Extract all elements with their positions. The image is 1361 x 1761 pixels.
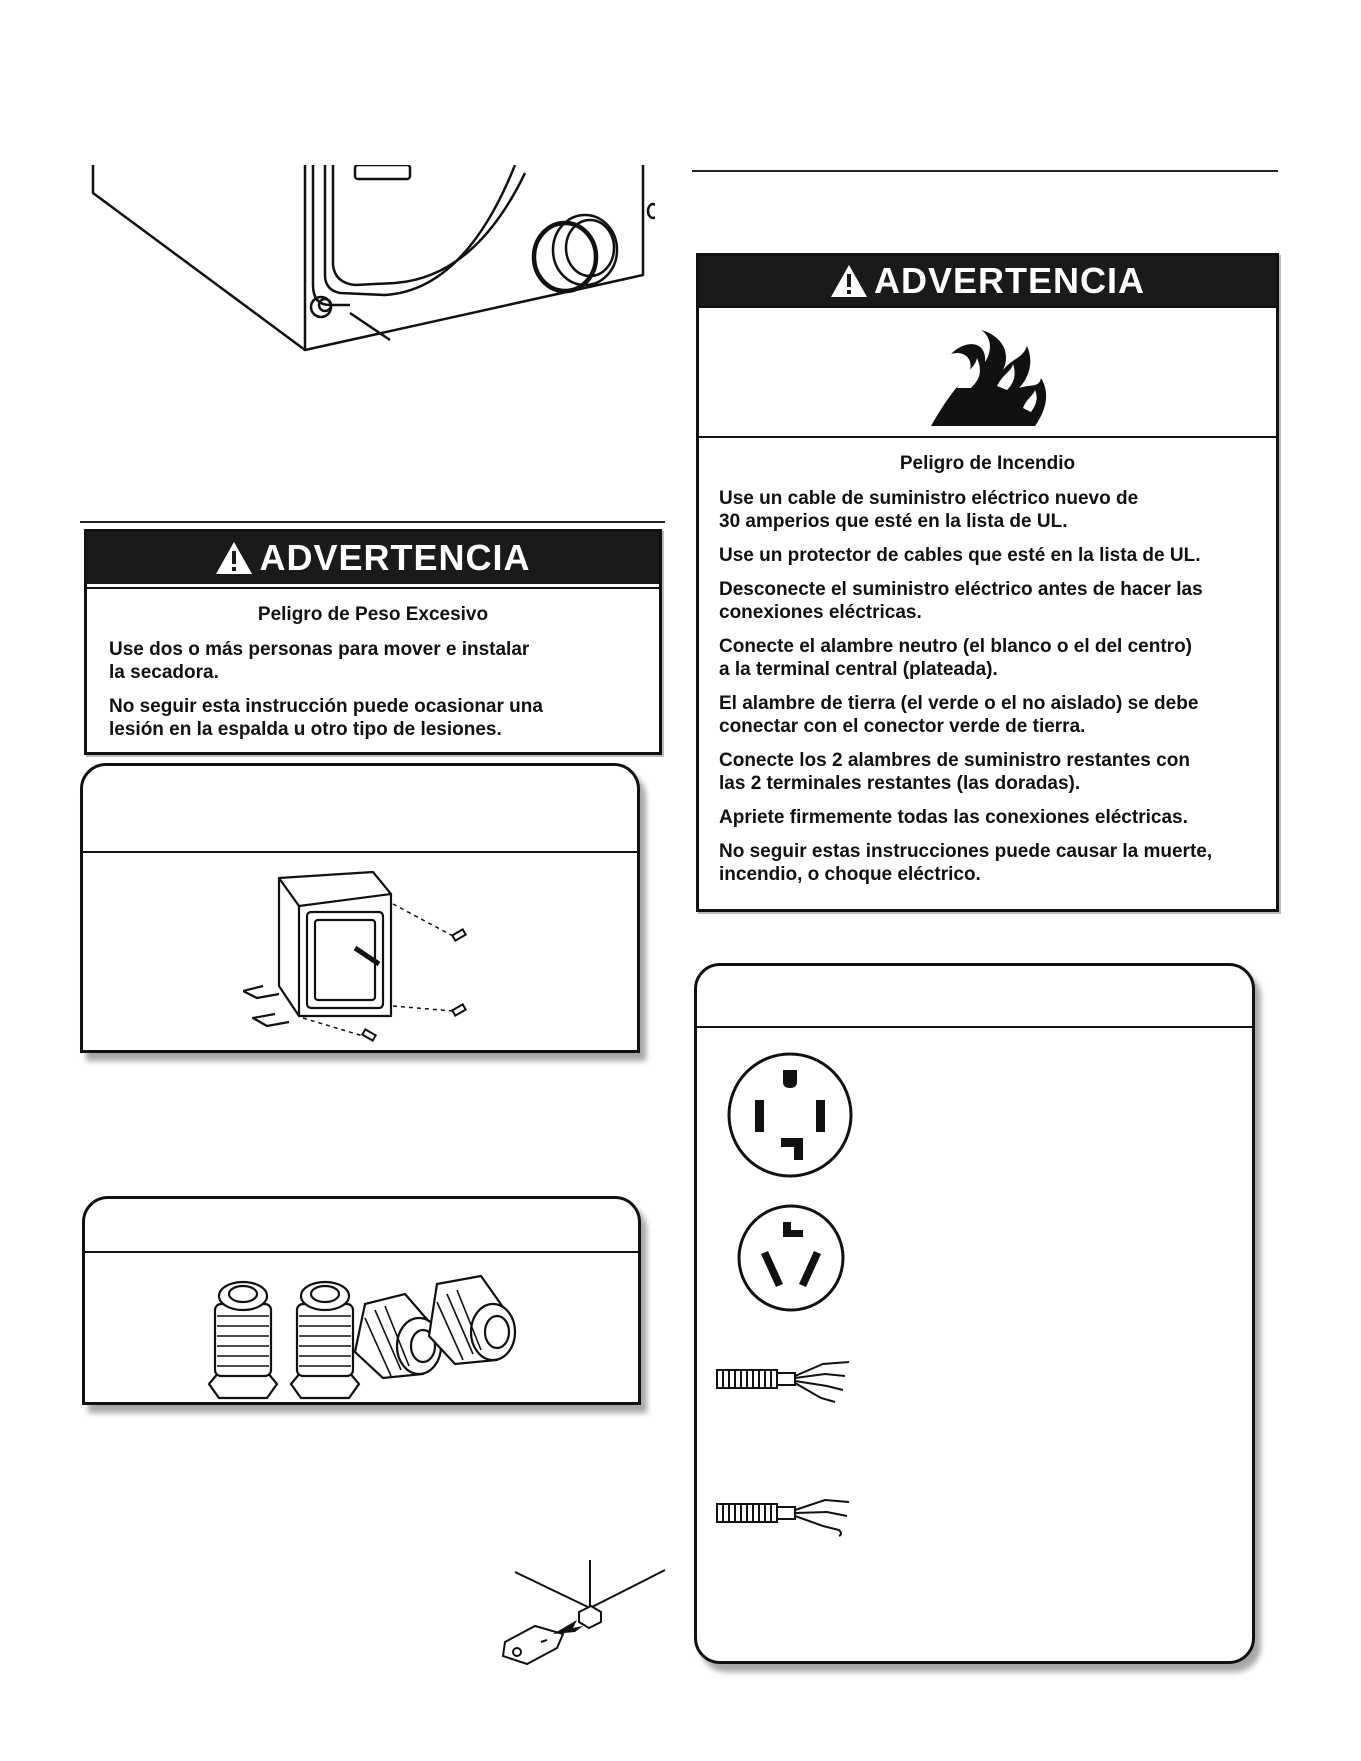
leveling-legs-panel-header bbox=[85, 1199, 638, 1253]
warning-fire-box bbox=[696, 253, 1279, 912]
four-prong-outlet-icon bbox=[725, 1050, 855, 1180]
terminal-cover-panel bbox=[80, 763, 640, 1053]
dryer-corner-illustration bbox=[85, 165, 655, 355]
warning-fire-header bbox=[699, 256, 1276, 306]
terminal-cover-illustration bbox=[243, 866, 543, 1046]
three-wire-cord-icon bbox=[715, 1490, 855, 1540]
warning-triangle-icon bbox=[830, 264, 868, 298]
warning-weight-line: No seguir esta instrucción puede ocasionar una lesión en la espalda u otro tipo de lesiones. bbox=[109, 696, 543, 740]
three-prong-outlet-icon bbox=[735, 1202, 847, 1314]
warning-fire-line: No seguir estas instrucciones puede causar la muerte, incendio, o choque eléctrico. bbox=[719, 841, 1213, 885]
leveling-legs-panel bbox=[82, 1196, 641, 1405]
warning-fire-hazard: Peligro de Incendio bbox=[899, 453, 1076, 474]
terminal-cover-panel-header bbox=[83, 766, 637, 853]
warning-weight-title: ADVERTENCIA bbox=[259, 537, 531, 578]
warning-fire-line: El alambre de tierra (el verde o el no aislado) se debe conectar con el conector verde de tierra. bbox=[719, 693, 1199, 737]
leveling-legs-illustration bbox=[205, 1274, 525, 1402]
section-rule-left bbox=[80, 521, 665, 523]
section-rule-top-right bbox=[692, 170, 1278, 172]
warning-weight-header bbox=[87, 532, 659, 584]
warning-fire-line: Conecte el alambre neutro (el blanco o el del centro) a la terminal central (plateada). bbox=[719, 636, 1192, 680]
outlet-types-panel bbox=[694, 963, 1255, 1664]
four-wire-cord-icon bbox=[715, 1356, 855, 1406]
warning-weight-box bbox=[84, 529, 662, 755]
warning-weight-hazard: Peligro de Peso Excesivo bbox=[257, 604, 489, 625]
warning-fire-line: Apriete firmemente todas las conexiones eléctricas. bbox=[719, 807, 1188, 828]
fire-symbol-area bbox=[699, 306, 1276, 438]
warning-fire-line: Use un cable de suministro eléctrico nuevo de 30 amperios que esté en la lista de UL. bbox=[719, 488, 1139, 532]
anti-tip-bracket-illustration bbox=[495, 1560, 670, 1670]
warning-fire-line: Desconecte el suministro eléctrico antes de hacer las conexiones eléctricas. bbox=[719, 579, 1203, 623]
fire-icon bbox=[927, 328, 1057, 428]
warning-fire-line: Use un protector de cables que esté en la lista de UL. bbox=[719, 545, 1201, 566]
warning-fire-line: Conecte los 2 alambres de suministro restantes con las 2 terminales restantes (las doradas). bbox=[719, 750, 1190, 794]
warning-fire-title: ADVERTENCIA bbox=[873, 260, 1145, 301]
outlet-types-panel-header bbox=[697, 966, 1252, 1028]
warning-triangle-icon bbox=[215, 541, 253, 575]
warning-weight-line: Use dos o más personas para mover e instalar la secadora. bbox=[109, 639, 530, 683]
